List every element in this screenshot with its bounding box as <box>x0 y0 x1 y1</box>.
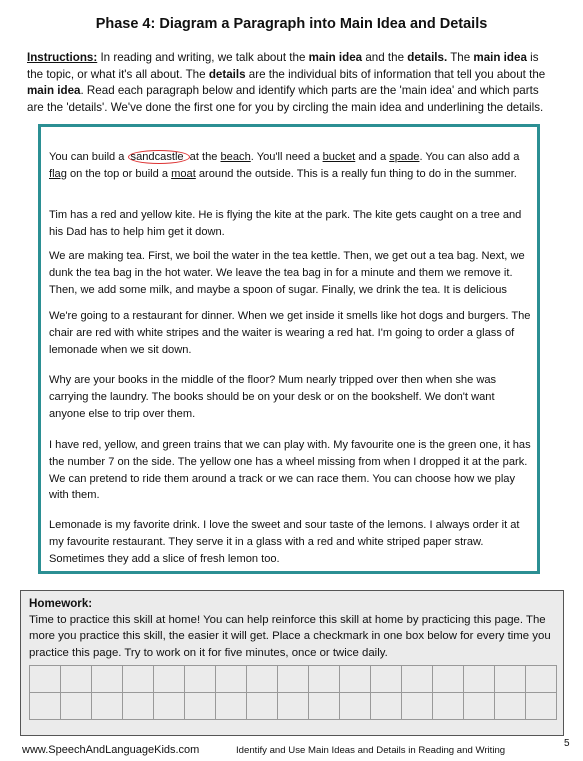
example-text: and a <box>355 151 390 163</box>
example-text: around the outside. This is a really fun thing to do in the summer. <box>195 167 517 180</box>
checkmark-box[interactable] <box>185 666 216 693</box>
checkmark-box[interactable] <box>495 666 526 693</box>
checkmark-row <box>30 693 557 720</box>
checkmark-box[interactable] <box>61 666 92 693</box>
instructions-bold: details <box>208 67 246 81</box>
instructions-text: and the <box>362 51 408 64</box>
example-paragraph <box>49 149 533 183</box>
paragraph-books: Why are your books in the middle of the floor? Mum nearly tripped over then when she was carrying the laundry. The books should be on your desk or on the bookshelf. We don't want anyone else to trip over them. <box>49 374 497 420</box>
paragraph-lemonade: Lemonade is my favorite drink. I love the sweet and sour taste of the lemons. I always order it at my favourite restaurant. They serve it in a glass with a red and white striped paper straw. Sometimes they add a slice of fresh lemon too. <box>49 519 520 565</box>
detail-underlined: flag <box>49 167 67 180</box>
example-text: . You'll need a <box>250 151 323 163</box>
instructions-text: are the individual bits of information that tell you about the <box>245 67 546 81</box>
paragraph-kite: Tim has a red and yellow kite. He is flying the kite at the park. The kite gets caught on a tree and his Dad has to help him get it down. <box>49 209 522 238</box>
checkmark-box[interactable] <box>154 693 185 720</box>
example-text: at the <box>189 151 221 163</box>
checkmark-box[interactable] <box>309 666 340 693</box>
paragraph-restaurant: We're going to a restaurant for dinner. When we get inside it smells like hot dogs and burgers. The chair are red with white stripes and the waiter is wearing a red hat. I'm going to order a glass of lemonade when we sit down. <box>49 310 531 356</box>
checkmark-box[interactable] <box>278 666 309 693</box>
homework-text: Time to practice this skill at home! You can help reinforce this skill at home by practicing this page. The more you practice this skill, the easier it will get. Place a checkmark in one box below for every time you practice this page. Try to work on it for five minutes, once or twice daily. <box>29 614 551 659</box>
footer-website: www.SpeechAndLanguageKids.com <box>22 744 200 756</box>
checkmark-box[interactable] <box>123 666 154 693</box>
checkmark-box[interactable] <box>495 693 526 720</box>
checkmark-box[interactable] <box>402 693 433 720</box>
checkmark-row <box>30 666 557 693</box>
checkmark-box[interactable] <box>154 666 185 693</box>
checkmark-box[interactable] <box>464 693 495 720</box>
instructions <box>27 50 557 116</box>
checkmark-box[interactable] <box>340 693 371 720</box>
checkmark-box[interactable] <box>216 666 247 693</box>
checkmark-box[interactable] <box>92 666 123 693</box>
checkmark-box[interactable] <box>371 693 402 720</box>
checkmark-box[interactable] <box>185 693 216 720</box>
checkmark-box[interactable] <box>433 693 464 720</box>
checkmark-box[interactable] <box>123 693 154 720</box>
checkmark-box[interactable] <box>92 693 123 720</box>
homework-box <box>20 590 564 736</box>
checkmark-box[interactable] <box>247 666 278 693</box>
instructions-text: In reading and writing, we talk about the <box>97 51 309 64</box>
footer-caption: Identify and Use Main Ideas and Details in Reading and Writing <box>236 745 506 756</box>
example-text: . You can also add a <box>419 151 520 163</box>
paragraph-trains: I have red, yellow, and green trains that we can play with. My favourite one is the green one, it has the number 7 on the side. The yellow one has a wheel missing from when I dropped it at the park. We can pretend to ride them around a track or we can race them. You can choose how we play with them. <box>49 439 531 502</box>
checkmark-box[interactable] <box>402 666 433 693</box>
detail-underlined: bucket <box>322 151 356 163</box>
checkmark-box[interactable] <box>340 666 371 693</box>
page-title: Phase 4: Diagram a Paragraph into Main Idea and Details <box>95 16 488 32</box>
main-idea-circled: sandcastle <box>128 150 190 164</box>
checkmark-box[interactable] <box>61 693 92 720</box>
example-text: on the top or build a <box>66 167 172 180</box>
example-text: You can build a <box>49 151 128 163</box>
paragraph-tea: We are making tea. First, we boil the water in the tea kettle. Then, we get out a tea bag. Next, we dunk the tea bag in the hot water. We leave the tea bag in for a minute and them we remove it. Then, we add some milk, and maybe a spoon of sugar. Finally, we drink the tea. It is delicious <box>49 250 525 296</box>
checkmark-box[interactable] <box>247 693 278 720</box>
detail-underlined: spade <box>389 151 420 163</box>
instructions-text: The <box>447 51 474 64</box>
detail-underlined: beach <box>220 151 251 163</box>
checkmark-box[interactable] <box>278 693 309 720</box>
checkmark-box[interactable] <box>309 693 340 720</box>
checkmark-box[interactable] <box>216 693 247 720</box>
checkmark-box[interactable] <box>371 666 402 693</box>
detail-underlined: moat <box>171 167 196 180</box>
instructions-text: is the topic, or what it's all about. The <box>27 51 539 81</box>
checkmark-box[interactable] <box>464 666 495 693</box>
checkmark-box[interactable] <box>526 666 557 693</box>
checkmark-box[interactable] <box>526 693 557 720</box>
instructions-bold: main idea <box>473 51 527 64</box>
instructions-bold: details. <box>407 51 448 64</box>
instructions-label: Instructions: <box>27 51 98 64</box>
instructions-bold: main idea <box>308 51 363 64</box>
homework-title: Homework: <box>29 597 93 610</box>
checkmark-box[interactable] <box>30 666 61 693</box>
paragraphs-box <box>38 124 540 574</box>
checkmark-grid <box>29 665 557 720</box>
checkmark-box[interactable] <box>433 666 464 693</box>
page-number: 5 <box>564 738 570 749</box>
instructions-bold: main idea <box>27 84 81 98</box>
checkmark-box[interactable] <box>30 693 61 720</box>
instructions-text: . Read each paragraph below and identify which parts are the 'main idea' and which parts are the 'details'. We've done the first one for you by circling the main idea and underlining the details. <box>27 84 544 114</box>
